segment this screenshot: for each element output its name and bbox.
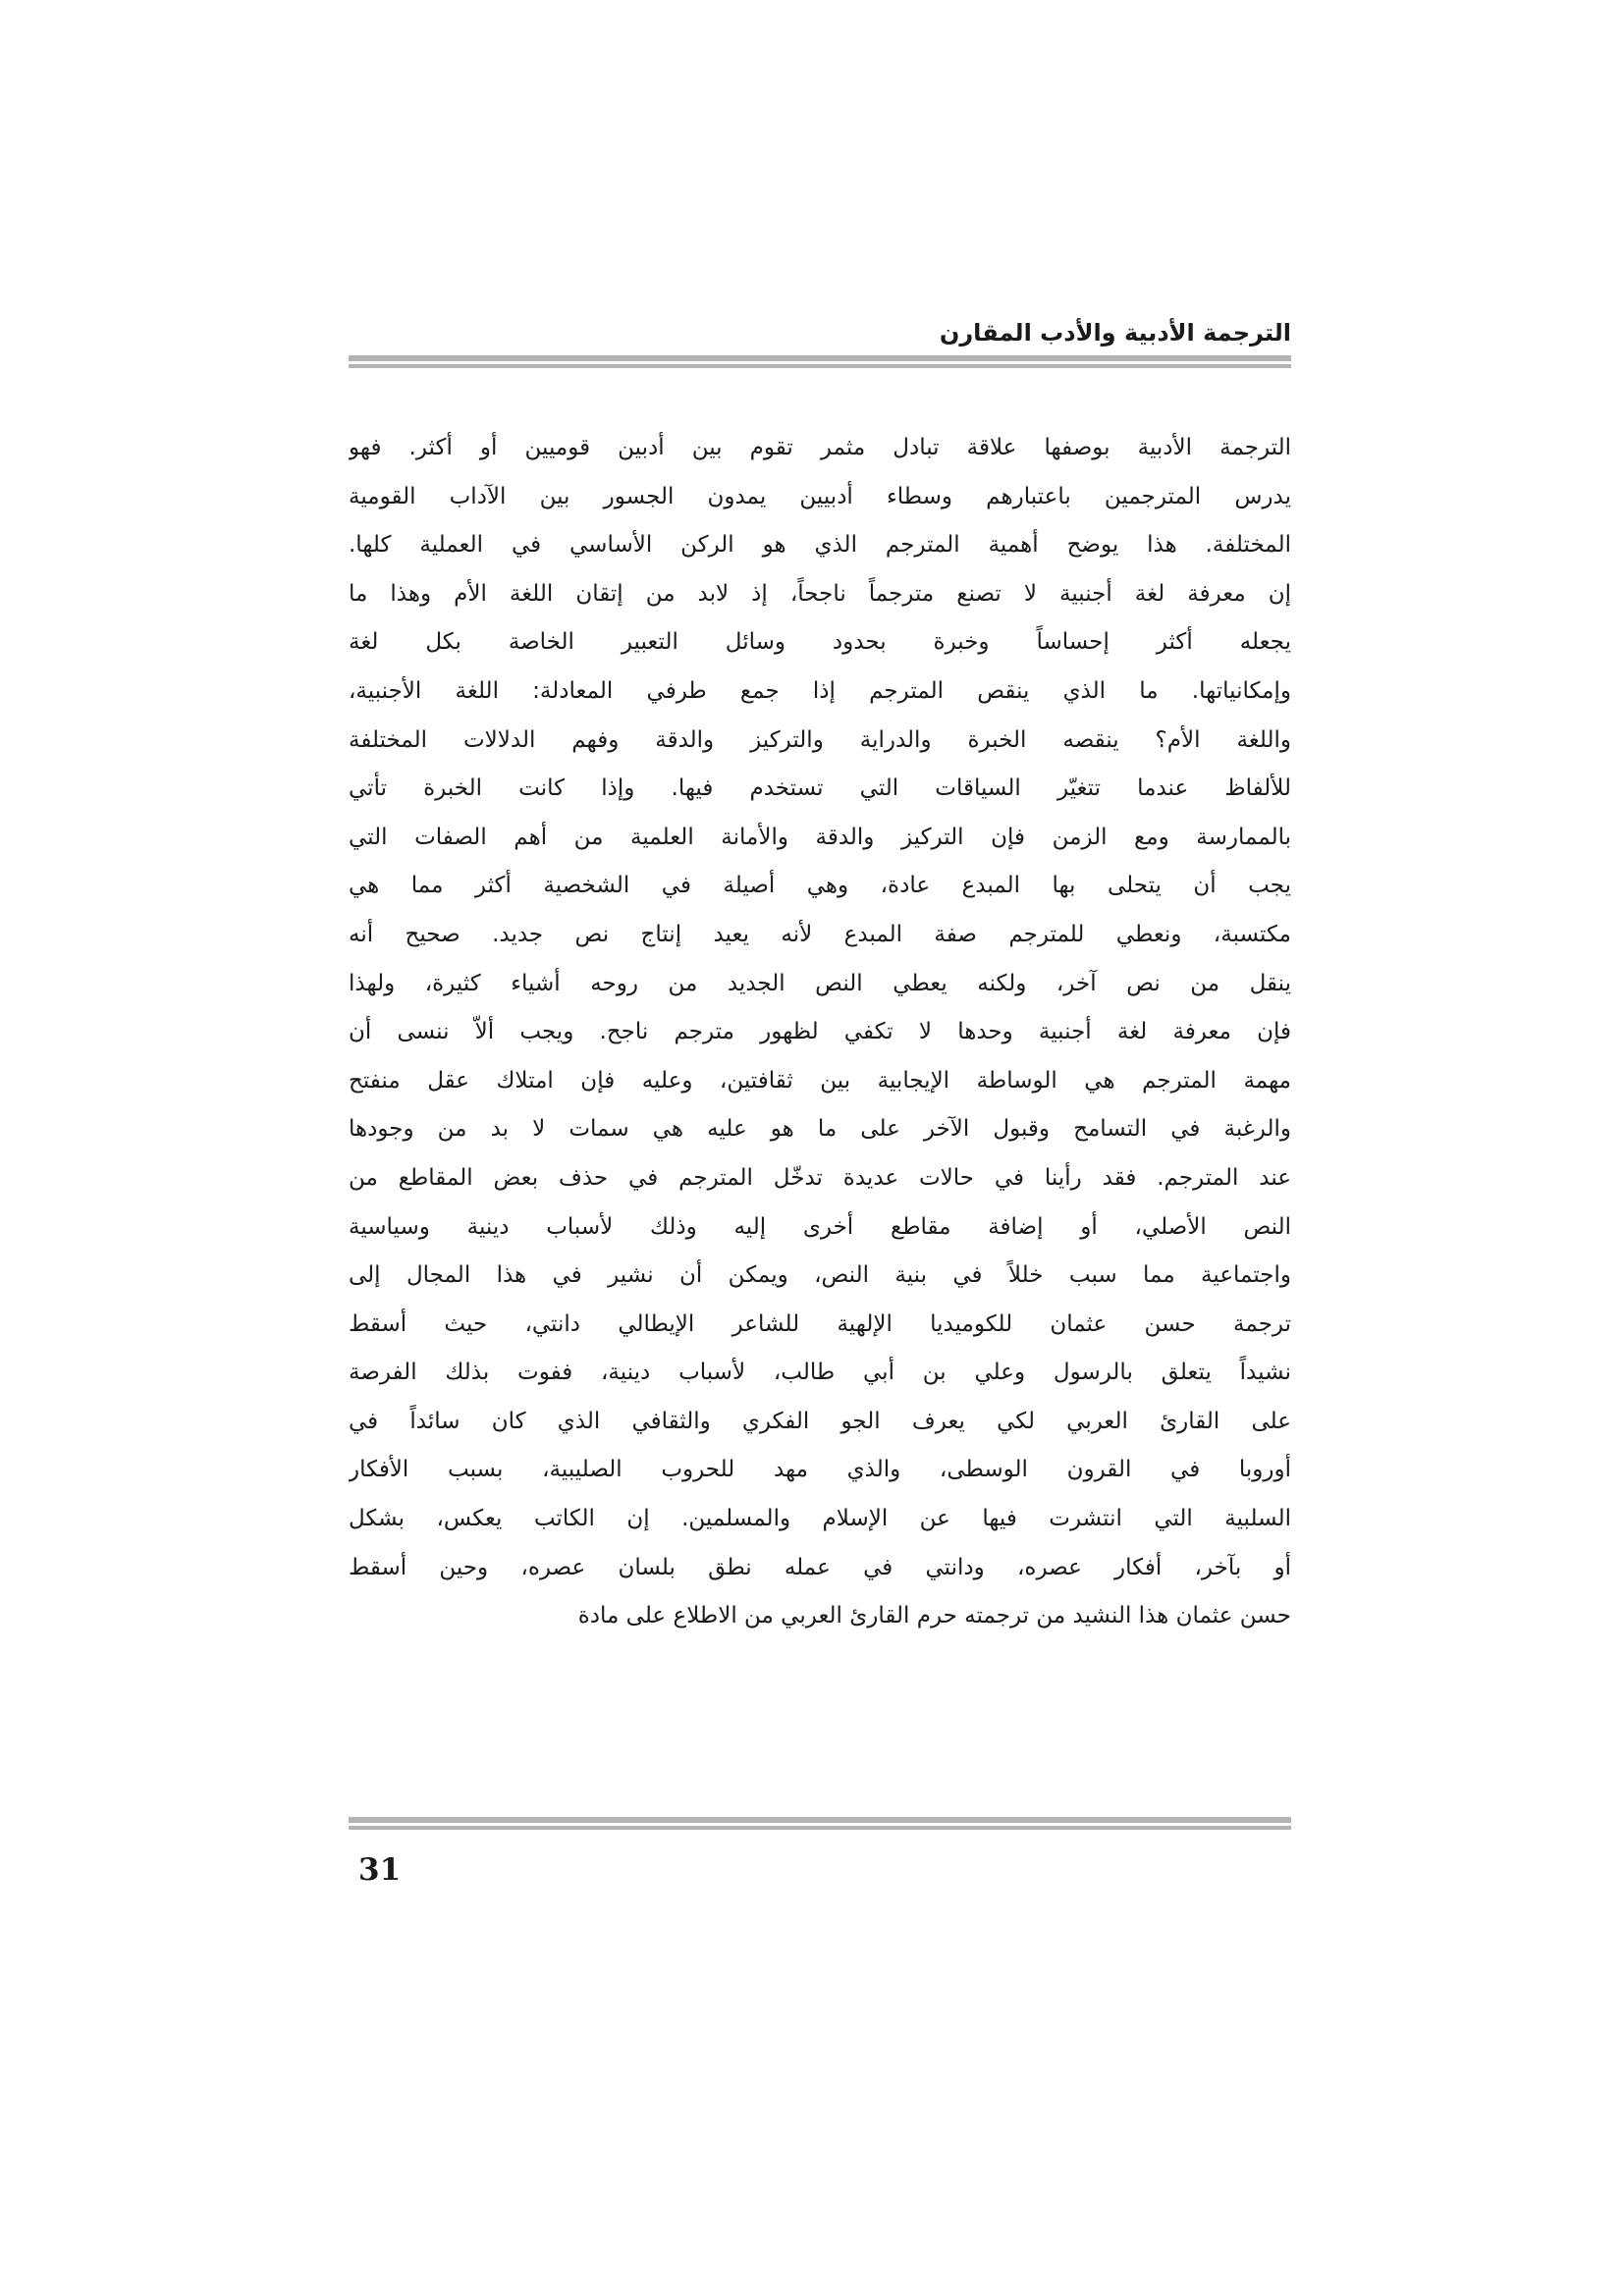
text-line: النص الأصلي، أو إضافة مقاطع أخرى إليه وذلك لأسباب دينية وسياسية <box>349 1213 1291 1240</box>
text-line: الترجمة الأدبية بوصفها علاقة تبادل مثمر تقوم بين أدبين قوميين أو أكثر. فهو <box>349 435 1291 460</box>
text-line: والرغبة في التسامح وقبول الآخر على ما هو عليه هي سمات لا بد من وجودها <box>349 1116 1291 1143</box>
text-line: أو بآخر، أفكار عصره، ودانتي في عمله نطق بلسان عصره، وحين أسقط <box>349 1554 1291 1580</box>
text-line: السلبية التي انتشرت فيها عن الإسلام والمسلمين. إن الكاتب يعكس، بشكل <box>349 1506 1291 1532</box>
body-paragraph <box>349 424 1291 1641</box>
text-line: المختلفة. هذا يوضح أهمية المترجم الذي هو الركن الأساسي في العملية كلها. <box>349 532 1291 559</box>
text-line: فإن معرفة لغة أجنبية وحدها لا تكفي لظهور مترجم ناجح. ويجب ألاّ ننسى أن <box>349 1019 1291 1045</box>
text-line: يجب أن يتحلى بها المبدع عادة، وهي أصيلة في الشخصية أكثر مما هي <box>349 873 1291 899</box>
page-number: 31 <box>358 1852 402 1888</box>
footer-rule-thick <box>349 1817 1291 1823</box>
text-line: نشيداً يتعلق بالرسول وعلي بن أبي طالب، لأسباب دينية، ففوت بذلك الفرصة <box>349 1360 1291 1386</box>
text-line: حسن عثمان هذا النشيد من ترجمته حرم القارئ العربي من الاطلاع على مادة <box>577 1603 1291 1629</box>
header-rule-thick <box>349 355 1291 361</box>
text-line: يجعله أكثر إحساساً وخبرة بحدود وسائل التعبير الخاصة بكل لغة <box>349 629 1291 656</box>
text-line: ترجمة حسن عثمان للكوميديا الإلهية للشاعر الإيطالي دانتي، حيث أسقط <box>349 1310 1291 1337</box>
text-line: بالممارسة ومع الزمن فإن التركيز والدقة والأمانة العلمية من أهم الصفات التي <box>349 824 1291 850</box>
header-rule-thin <box>349 364 1291 368</box>
text-line: يدرس المترجمين باعتبارهم وسطاء أدبيين يمدون الجسور بين الآداب القومية <box>349 483 1291 509</box>
text-line: واللغة الأم؟ ينقصه الخبرة والدراية والتركيز والدقة وفهم الدلالات المختلفة <box>349 726 1291 753</box>
text-line: عند المترجم. فقد رأينا في حالات عديدة تدخّل المترجم في حذف بعض المقاطع من <box>349 1164 1291 1191</box>
text-line: واجتماعية مما سبب خللاً في بنية النص، ويمكن أن نشير في هذا المجال إلى <box>349 1262 1291 1289</box>
text-line: أوروبا في القرون الوسطى، والذي مهد للحروب الصليبية، بسبب الأفكار <box>349 1457 1291 1483</box>
footer-rule-thin <box>349 1826 1291 1830</box>
text-line: إن معرفة لغة أجنبية لا تصنع مترجماً ناجحاً، إذ لابد من إتقان اللغة الأم وهذا ما <box>349 580 1291 607</box>
text-line: ينقل من نص آخر، ولكنه يعطي النص الجديد من روحه أشياء كثيرة، ولهذا <box>349 970 1291 996</box>
running-header-title: الترجمة الأدبية والأدب المقارن <box>939 319 1291 347</box>
text-line: على القارئ العربي لكي يعرف الجو الفكري والثقافي الذي كان سائداً في <box>349 1408 1291 1434</box>
text-line: للألفاظ عندما تتغيّر السياقات التي تستخدم فيها. وإذا كانت الخبرة تأتي <box>349 775 1291 802</box>
text-line: مكتسبة، ونعطي للمترجم صفة المبدع لأنه يعيد إنتاج نص جديد. صحيح أنه <box>349 921 1291 947</box>
text-line: وإمكانياتها. ما الذي ينقص المترجم إذا جمع طرفي المعادلة: اللغة الأجنبية، <box>349 677 1291 704</box>
text-line: مهمة المترجم هي الوساطة الإيجابية بين ثقافتين، وعليه فإن امتلاك عقل منفتح <box>349 1067 1291 1094</box>
